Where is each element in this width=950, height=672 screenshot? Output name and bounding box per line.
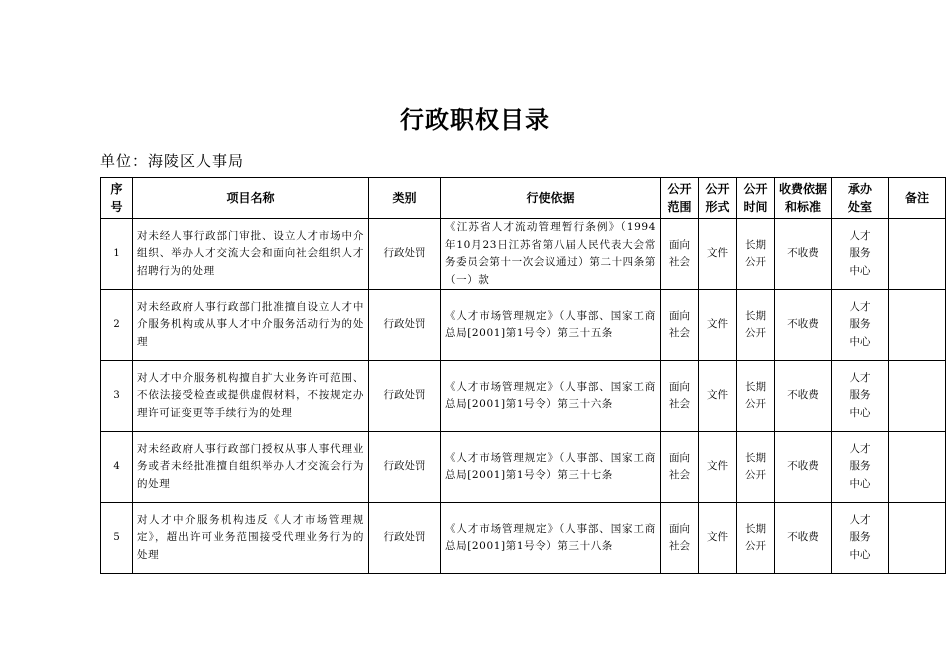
row-name: 对未经人事行政部门审批、设立人才市场中介组织、举办人才交流大会和面向社会组织人才招聘行为的处理 <box>133 219 369 290</box>
table-header-row <box>101 178 946 219</box>
unit-label: 单位：海陵区人事局 <box>100 152 245 170</box>
table-row <box>101 503 946 574</box>
row-form: 文件 <box>699 219 737 290</box>
row-category: 行政处罚 <box>369 219 441 290</box>
authority-table <box>100 177 946 574</box>
row-note <box>889 361 946 432</box>
row-office: 人才服务中心 <box>832 361 889 432</box>
row-time: 长期公开 <box>737 503 775 574</box>
row-scope: 面向社会 <box>661 361 699 432</box>
table-row <box>101 432 946 503</box>
row-fee: 不收费 <box>775 432 832 503</box>
row-time: 长期公开 <box>737 219 775 290</box>
row-scope: 面向社会 <box>661 503 699 574</box>
header-scope: 公开范围 <box>661 178 699 219</box>
header-note: 备注 <box>889 178 946 219</box>
row-scope: 面向社会 <box>661 290 699 361</box>
row-office: 人才服务中心 <box>832 290 889 361</box>
row-fee: 不收费 <box>775 361 832 432</box>
row-basis: 《人才市场管理规定》（人事部、国家工商总局[2001]第1号令）第三十六条 <box>441 361 661 432</box>
row-office: 人才服务中心 <box>832 219 889 290</box>
row-name: 对未经政府人事行政部门批准擅自设立人才中介服务机构或从事人才中介服务活动行为的处理 <box>133 290 369 361</box>
row-fee: 不收费 <box>775 219 832 290</box>
row-fee: 不收费 <box>775 290 832 361</box>
header-name: 项目名称 <box>133 178 369 219</box>
header-category: 类别 <box>369 178 441 219</box>
row-note <box>889 290 946 361</box>
row-note <box>889 503 946 574</box>
table-row <box>101 219 946 290</box>
table-row <box>101 361 946 432</box>
row-no: 4 <box>101 432 133 503</box>
row-note <box>889 432 946 503</box>
row-form: 文件 <box>699 432 737 503</box>
row-form: 文件 <box>699 503 737 574</box>
row-form: 文件 <box>699 361 737 432</box>
row-no: 3 <box>101 361 133 432</box>
page-title: 行政职权目录 <box>400 106 550 134</box>
header-form: 公开形式 <box>699 178 737 219</box>
row-note <box>889 219 946 290</box>
row-time: 长期公开 <box>737 432 775 503</box>
row-name: 对人才中介服务机构擅自扩大业务许可范围、不依法接受检查或提供虚假材料，不按规定办理许可证变更等手续行为的处理 <box>133 361 369 432</box>
row-time: 长期公开 <box>737 361 775 432</box>
row-basis: 《人才市场管理规定》（人事部、国家工商总局[2001]第1号令）第三十五条 <box>441 290 661 361</box>
row-fee: 不收费 <box>775 503 832 574</box>
row-category: 行政处罚 <box>369 290 441 361</box>
row-scope: 面向社会 <box>661 219 699 290</box>
header-basis: 行使依据 <box>441 178 661 219</box>
row-basis: 《人才市场管理规定》（人事部、国家工商总局[2001]第1号令）第三十七条 <box>441 432 661 503</box>
table-row <box>101 290 946 361</box>
row-office: 人才服务中心 <box>832 432 889 503</box>
row-time: 长期公开 <box>737 290 775 361</box>
row-name: 对人才中介服务机构违反《人才市场管理规定》，超出许可业务范围接受代理业务行为的处理 <box>133 503 369 574</box>
row-category: 行政处罚 <box>369 503 441 574</box>
row-no: 1 <box>101 219 133 290</box>
row-form: 文件 <box>699 290 737 361</box>
row-category: 行政处罚 <box>369 361 441 432</box>
row-category: 行政处罚 <box>369 432 441 503</box>
row-name: 对未经政府人事行政部门授权从事人事代理业务或者未经批准擅自组织举办人才交流会行为的处理 <box>133 432 369 503</box>
row-scope: 面向社会 <box>661 432 699 503</box>
row-basis: 《江苏省人才流动管理暂行条例》（1994年10月23日江苏省第八届人民代表大会常务委员会第十一次会议通过）第二十四条第（一）款 <box>441 219 661 290</box>
row-office: 人才服务中心 <box>832 503 889 574</box>
row-no: 5 <box>101 503 133 574</box>
row-basis: 《人才市场管理规定》（人事部、国家工商总局[2001]第1号令）第三十八条 <box>441 503 661 574</box>
header-fee: 收费依据和标准 <box>775 178 832 219</box>
header-no: 序号 <box>101 178 133 219</box>
header-time: 公开时间 <box>737 178 775 219</box>
row-no: 2 <box>101 290 133 361</box>
header-office: 承办处室 <box>832 178 889 219</box>
